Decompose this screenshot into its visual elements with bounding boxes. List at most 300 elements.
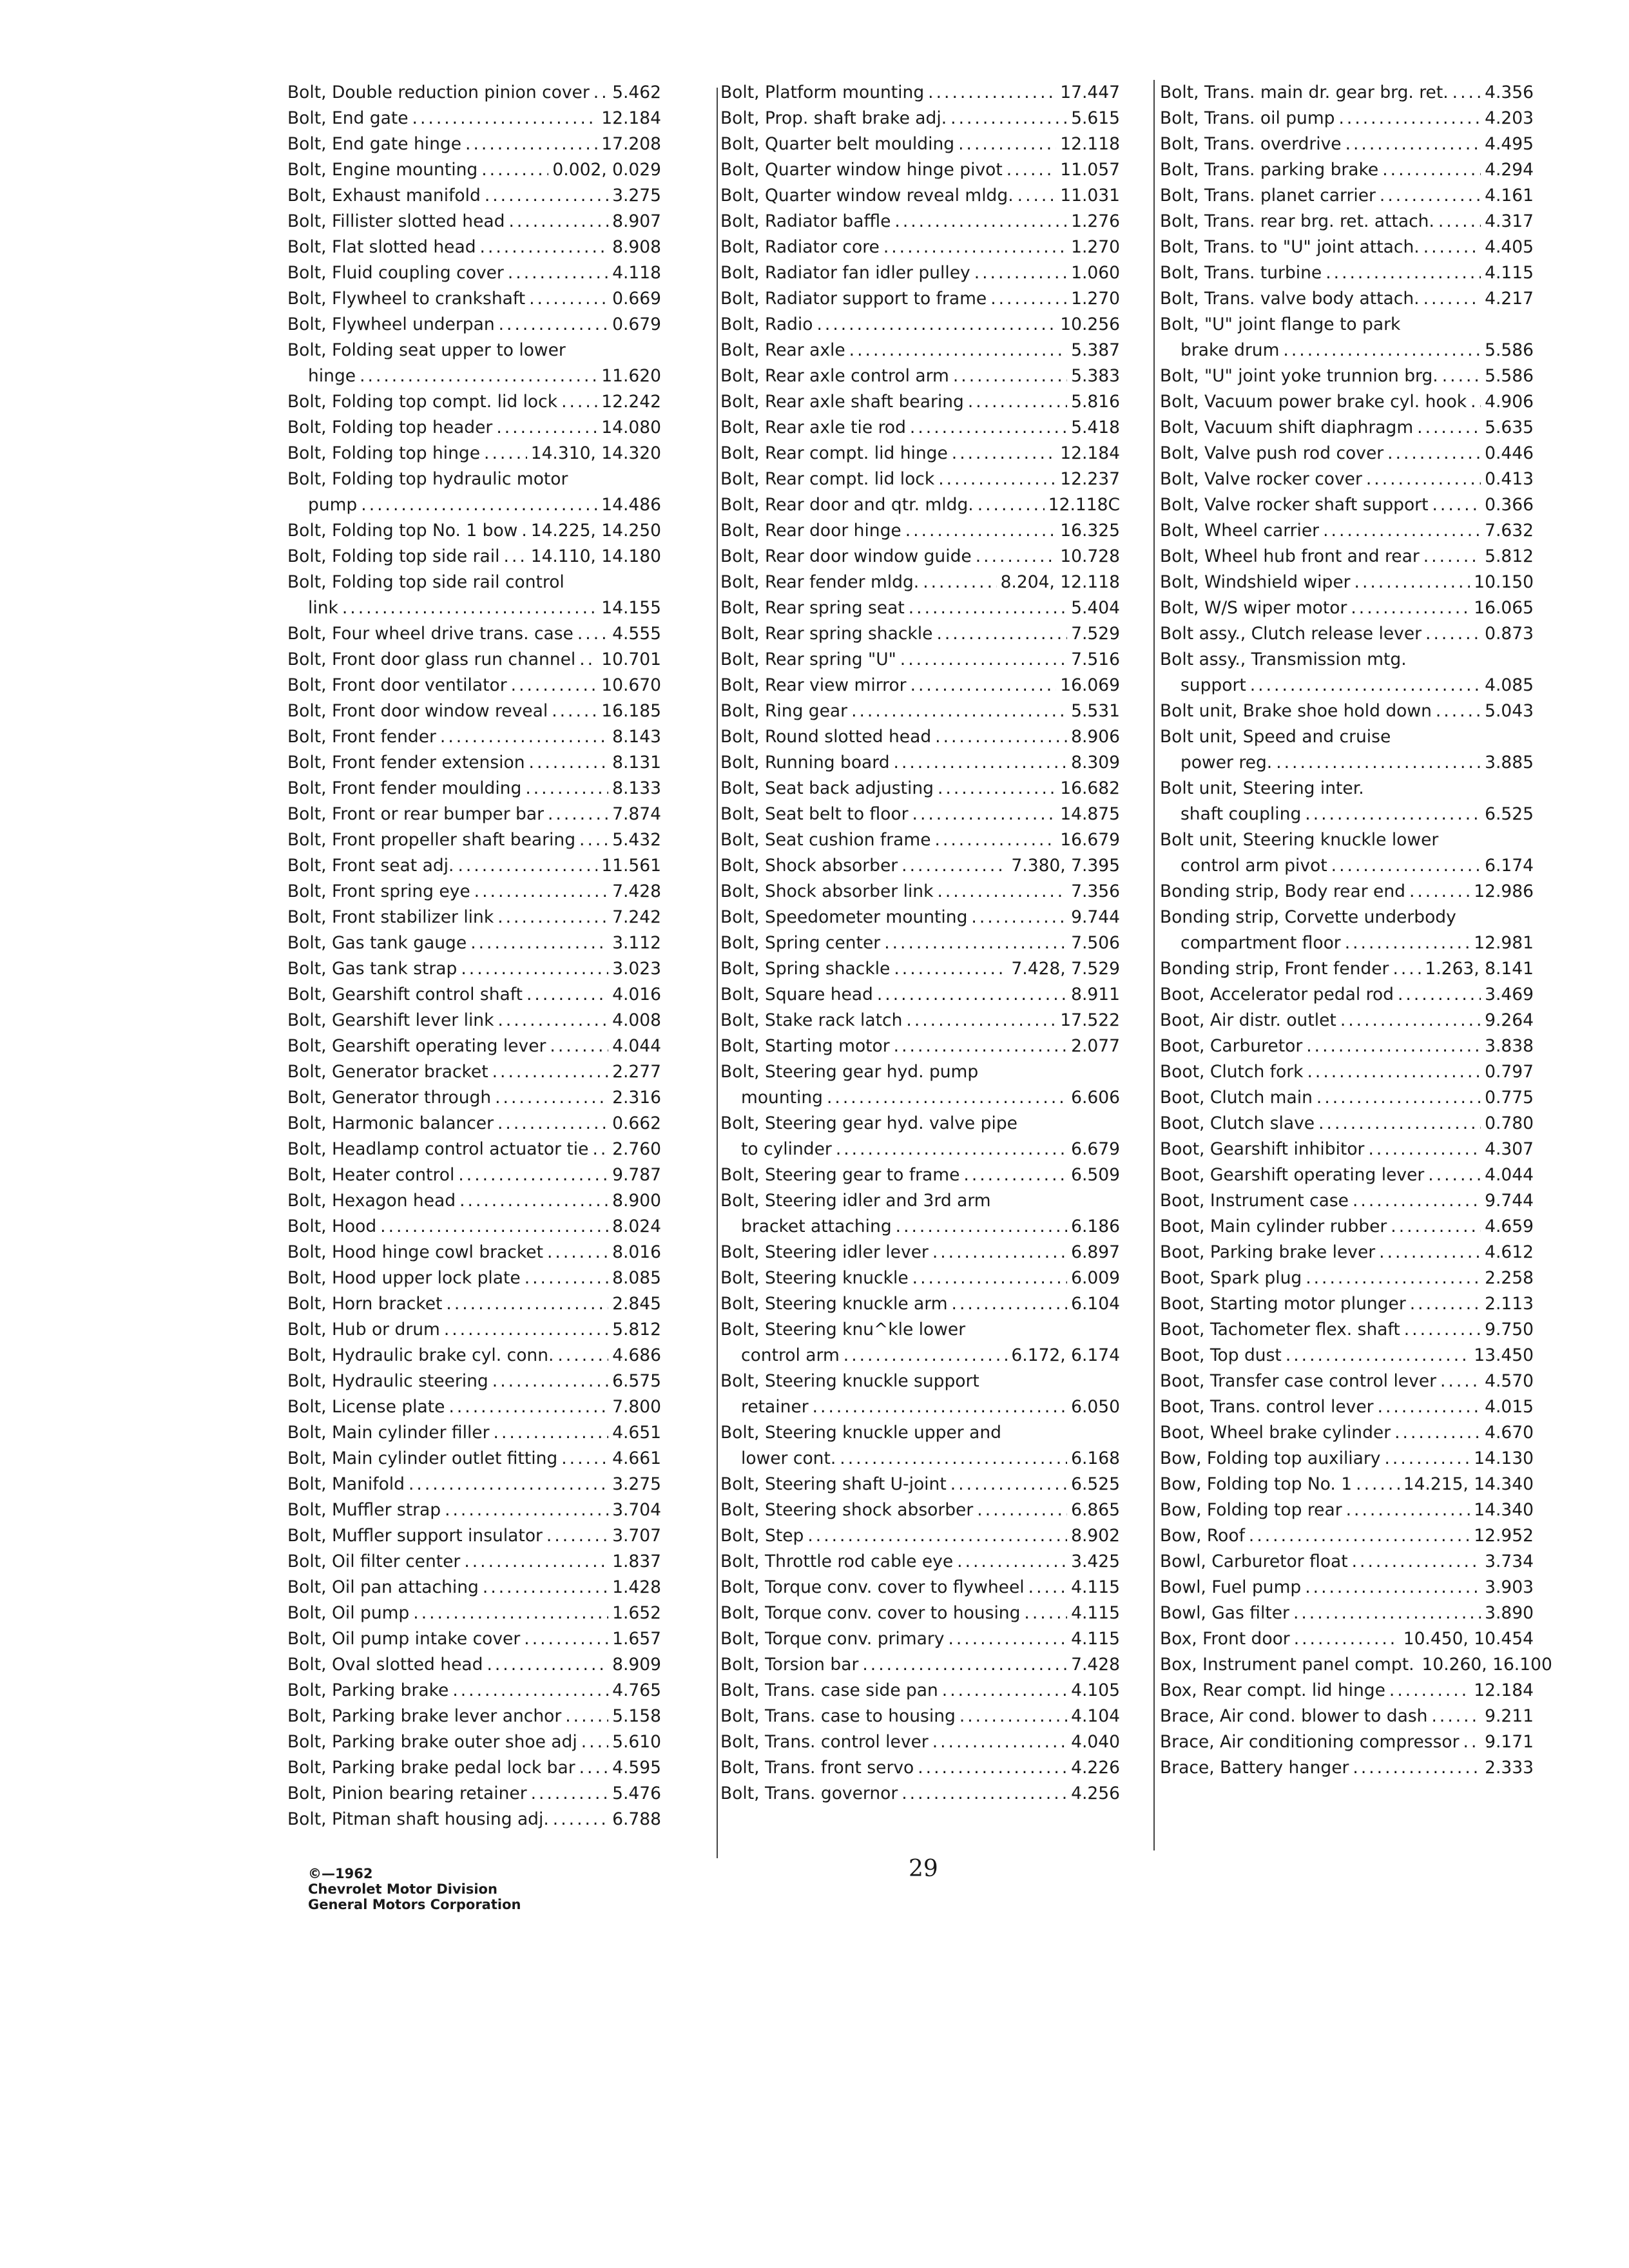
entry-page-ref: 9.171 xyxy=(1485,1732,1534,1752)
dot-leader xyxy=(1409,879,1470,905)
index-entry xyxy=(287,621,661,647)
index-entry xyxy=(287,1317,661,1343)
entry-term: Bolt, Folding top No. 1 bow xyxy=(287,521,518,541)
dot-leader xyxy=(579,647,597,673)
entry-page-ref: 17.208 xyxy=(601,134,661,154)
entry-page-ref: 6.788 xyxy=(612,1809,661,1829)
entry-page-ref: 1.652 xyxy=(612,1603,661,1623)
entry-page-ref: 14.080 xyxy=(601,418,661,437)
entry-page-ref: 6.865 xyxy=(1071,1500,1120,1520)
dot-leader xyxy=(1356,1472,1400,1497)
entry-term: Bolt, End gate hinge xyxy=(287,134,462,154)
entry-term: Bolt, Oval slotted head xyxy=(287,1655,483,1675)
index-entry xyxy=(720,673,1120,698)
index-entry xyxy=(1160,595,1534,621)
entry-term: Boot, Gearshift inhibitor xyxy=(1160,1139,1365,1159)
entry-term: Bolt, Steering gear hyd. pump xyxy=(720,1062,979,1082)
index-entry xyxy=(287,1807,661,1832)
entry-term: Boot, Clutch fork xyxy=(1160,1062,1304,1082)
index-entry xyxy=(1160,827,1534,879)
index-entry xyxy=(287,1059,661,1085)
index-entry xyxy=(1160,466,1534,492)
dot-leader xyxy=(448,1394,608,1420)
dot-leader xyxy=(942,1678,1067,1704)
index-entry xyxy=(720,544,1120,570)
entry-page-ref: 16.325 xyxy=(1060,521,1120,541)
entry-term: Bolt, Quarter window hinge pivot xyxy=(720,160,1003,180)
dot-leader xyxy=(894,956,1007,982)
entry-page-ref: 10.150 xyxy=(1474,572,1534,592)
entry-term: Bolt, Trans. main dr. gear brg. ret. xyxy=(1160,82,1449,102)
entry-page-ref: 6.009 xyxy=(1071,1268,1120,1288)
entry-page-ref: 7.380, 7.395 xyxy=(1011,856,1120,876)
entry-term-continued: pump xyxy=(308,495,358,515)
entry-term: Bolt, Starting motor xyxy=(720,1036,890,1056)
entry-term: Bolt, Trans. case to housing xyxy=(720,1706,956,1726)
entry-term: Bolt, Spring center xyxy=(720,933,881,953)
entry-term: Box, Instrument panel compt. xyxy=(1160,1655,1414,1675)
index-entry xyxy=(287,1291,661,1317)
entry-page-ref: 1.428 xyxy=(612,1577,661,1597)
entry-term: Bolt, Rear spring seat xyxy=(720,598,905,618)
entry-page-ref: 8.907 xyxy=(612,211,661,231)
dot-leader xyxy=(497,905,608,930)
dot-leader xyxy=(901,853,1007,879)
dot-leader xyxy=(971,905,1067,930)
entry-page-ref: 16.185 xyxy=(601,701,661,721)
entry-term: Bolt, Front stabilizer link xyxy=(287,907,494,927)
index-entry xyxy=(1160,698,1534,724)
dot-leader xyxy=(464,1549,608,1575)
dot-leader xyxy=(1438,209,1481,235)
entry-term: Bolt, Muffler support insulator xyxy=(287,1526,543,1546)
index-entry xyxy=(1160,982,1534,1008)
index-entry xyxy=(287,1781,661,1807)
index-entry xyxy=(1160,1755,1534,1781)
index-entry xyxy=(287,389,661,415)
entry-term: Bolt, Steering knu^kle lower xyxy=(720,1320,966,1340)
entry-term: Bolt, Steering knuckle support xyxy=(720,1371,979,1391)
dot-leader xyxy=(525,776,608,802)
index-entry xyxy=(720,982,1120,1008)
entry-term: Bolt, Radiator support to frame xyxy=(720,289,987,309)
index-entry xyxy=(720,776,1120,802)
dot-leader xyxy=(1352,1549,1481,1575)
entry-page-ref: 14.215, 14.340 xyxy=(1403,1474,1534,1494)
dot-leader xyxy=(1404,1317,1481,1343)
index-entry xyxy=(1160,1008,1534,1033)
dot-leader xyxy=(1028,1575,1067,1600)
dot-leader xyxy=(1379,1240,1481,1265)
dot-leader xyxy=(529,286,608,312)
entry-term: Bolt, Fillister slotted head xyxy=(287,211,505,231)
index-entry xyxy=(287,776,661,802)
entry-term: Bolt, Parking brake lever anchor xyxy=(287,1706,562,1726)
entry-term: Bolt, Front fender extension xyxy=(287,753,525,773)
entry-term: Bolt, Steering knuckle arm xyxy=(720,1294,948,1314)
dot-leader xyxy=(923,570,996,595)
entry-term: Bolt, Trans. rear brg. ret. attach. xyxy=(1160,211,1434,231)
index-entry xyxy=(720,1781,1120,1807)
entry-term: Bolt, Seat back adjusting xyxy=(720,778,934,798)
entry-term: Bolt, Throttle rod cable eye xyxy=(720,1552,954,1571)
entry-page-ref: 12.242 xyxy=(601,392,661,412)
entry-page-ref: 7.516 xyxy=(1071,649,1120,669)
dot-leader xyxy=(950,106,1067,131)
dot-leader xyxy=(495,1085,608,1111)
dot-leader xyxy=(894,209,1067,235)
dot-leader xyxy=(1307,1059,1481,1085)
dot-leader xyxy=(1470,389,1481,415)
index-entry xyxy=(287,1446,661,1472)
entry-page-ref: 4.115 xyxy=(1071,1603,1120,1623)
entry-page-ref: 3.023 xyxy=(612,959,661,979)
entry-term: Bolt, Hydraulic brake cyl. conn. xyxy=(287,1345,554,1365)
entry-term: Boot, Accelerator pedal rod xyxy=(1160,985,1394,1004)
index-entry xyxy=(720,1678,1120,1704)
index-entry xyxy=(720,209,1120,235)
entry-page-ref: 12.118C xyxy=(1048,495,1120,515)
dot-leader xyxy=(440,724,608,750)
entry-page-ref: 12.118 xyxy=(1060,134,1120,154)
entry-term: Bolt, Rear axle tie rod xyxy=(720,418,906,437)
entry-term: Bonding strip, Body rear end xyxy=(1160,881,1405,901)
entry-page-ref: 6.172, 6.174 xyxy=(1011,1345,1120,1365)
entry-page-ref: 5.462 xyxy=(612,82,661,102)
entry-term: Bolt, Oil pan attaching xyxy=(287,1577,479,1597)
index-entry xyxy=(1160,1446,1534,1472)
index-entry xyxy=(287,879,661,905)
index-entry xyxy=(287,1369,661,1394)
index-entry xyxy=(1160,1600,1534,1626)
index-entry xyxy=(720,157,1120,183)
entry-page-ref: 6.897 xyxy=(1071,1242,1120,1262)
dot-leader xyxy=(910,415,1067,441)
entry-page-ref: 6.679 xyxy=(1071,1139,1120,1159)
entry-page-ref: 5.043 xyxy=(1485,701,1534,721)
entry-page-ref: 3.469 xyxy=(1485,985,1534,1004)
index-entry xyxy=(1160,286,1534,312)
dot-leader xyxy=(950,1472,1067,1497)
dot-leader xyxy=(906,1008,1056,1033)
dot-leader xyxy=(1432,492,1481,518)
entry-term: Bolt, Radiator fan idler pulley xyxy=(720,263,970,283)
entry-page-ref: 3.734 xyxy=(1485,1552,1534,1571)
entry-page-ref: 4.044 xyxy=(1485,1165,1534,1185)
index-entry xyxy=(1160,1652,1552,1678)
index-entry xyxy=(720,1420,1120,1472)
index-entry xyxy=(1160,724,1534,776)
dot-leader xyxy=(529,750,609,776)
entry-term: Bolt, Quarter window reveal mldg. xyxy=(720,186,1014,206)
index-entry xyxy=(1160,363,1534,389)
index-entry xyxy=(287,802,661,827)
index-entry xyxy=(1160,905,1534,956)
entry-page-ref: 0.775 xyxy=(1485,1088,1534,1108)
entry-page-ref: 9.787 xyxy=(612,1165,661,1185)
entry-term: Boot, Carburetor xyxy=(1160,1036,1303,1056)
dot-leader xyxy=(504,544,527,570)
entry-term: Bolt, Prop. shaft brake adj. xyxy=(720,108,947,128)
entry-term: Bolt, Rear fender mldg. xyxy=(720,572,920,592)
entry-term: Bolt, Valve rocker cover xyxy=(1160,469,1362,489)
index-entry xyxy=(720,853,1120,879)
entry-term-continued: support xyxy=(1181,675,1246,695)
dot-leader xyxy=(1394,1420,1481,1446)
index-entry xyxy=(720,1575,1120,1600)
entry-page-ref: 8.906 xyxy=(1071,727,1120,747)
entry-page-ref: 16.682 xyxy=(1060,778,1120,798)
dot-leader xyxy=(1425,621,1481,647)
index-entry xyxy=(720,1188,1120,1240)
dot-leader xyxy=(1393,956,1421,982)
index-entry xyxy=(287,415,661,441)
dot-leader xyxy=(840,1446,1067,1472)
entry-term: Boot, Spark plug xyxy=(1160,1268,1302,1288)
entry-page-ref: 7.428, 7.529 xyxy=(1011,959,1120,979)
dot-leader xyxy=(360,363,597,389)
copyright-corporation: General Motors Corporation xyxy=(308,1897,521,1912)
dot-leader xyxy=(521,518,526,544)
index-entry xyxy=(287,544,661,570)
index-entry xyxy=(287,1111,661,1137)
index-entry xyxy=(287,338,661,389)
dot-leader xyxy=(412,106,598,131)
entry-term-continued: brake drum xyxy=(1181,340,1280,360)
entry-term: Bolt, Front door window reveal xyxy=(287,701,548,721)
entry-page-ref: 6.525 xyxy=(1485,804,1534,824)
entry-page-ref: 7.529 xyxy=(1071,624,1120,644)
entry-page-ref: 7.428 xyxy=(1071,1655,1120,1675)
index-entry xyxy=(720,1265,1120,1291)
dot-leader xyxy=(1398,982,1481,1008)
dot-leader xyxy=(1293,1600,1481,1626)
entry-term: Bolt, Front spring eye xyxy=(287,881,470,901)
index-entry xyxy=(720,441,1120,466)
entry-page-ref: 7.506 xyxy=(1071,933,1120,953)
entry-term: Bolt, Rear spring shackle xyxy=(720,624,933,644)
entry-page-ref: 12.952 xyxy=(1474,1526,1534,1546)
entry-page-ref: 8.016 xyxy=(612,1242,661,1262)
dot-leader xyxy=(1318,1111,1481,1137)
index-entry xyxy=(1160,1420,1534,1446)
index-entry xyxy=(1160,956,1534,982)
entry-continuation xyxy=(720,1214,1120,1240)
entry-term: Bolt, Generator bracket xyxy=(287,1062,488,1082)
entry-page-ref: 2.333 xyxy=(1485,1758,1534,1778)
entry-term: Bolt, Front fender moulding xyxy=(287,778,522,798)
entry-page-ref: 4.040 xyxy=(1071,1732,1120,1752)
index-entry xyxy=(287,827,661,853)
entry-page-ref: 17.447 xyxy=(1060,82,1120,102)
index-entry xyxy=(720,724,1120,750)
entry-term: Bolt, Folding top side rail xyxy=(287,546,500,566)
entry-page-ref: 7.242 xyxy=(612,907,661,927)
entry-term: Boot, Gearshift operating lever xyxy=(1160,1165,1425,1185)
entry-page-ref: 9.264 xyxy=(1485,1010,1534,1030)
dot-leader xyxy=(1452,80,1481,106)
dot-leader xyxy=(1423,235,1481,260)
entry-page-ref: 12.184 xyxy=(601,108,661,128)
entry-term: Bolt, Rear compt. lid hinge xyxy=(720,443,948,463)
dot-leader xyxy=(894,750,1068,776)
index-entry xyxy=(720,827,1120,853)
index-entry xyxy=(287,1755,661,1781)
index-entry xyxy=(287,1240,661,1265)
entry-term: Boot, Instrument case xyxy=(1160,1191,1349,1211)
entry-page-ref: 12.986 xyxy=(1474,881,1534,901)
dot-leader xyxy=(579,1755,609,1781)
index-entry xyxy=(720,518,1120,544)
entry-page-ref: 4.105 xyxy=(1071,1680,1120,1700)
dot-leader xyxy=(526,982,608,1008)
entry-term: Bolt, Hood xyxy=(287,1216,377,1236)
entry-term: Bolt, Flywheel to crankshaft xyxy=(287,289,526,309)
entry-page-ref: 3.838 xyxy=(1485,1036,1534,1056)
entry-page-ref: 5.432 xyxy=(612,830,661,850)
entry-page-ref: 3.707 xyxy=(612,1526,661,1546)
dot-leader xyxy=(1391,1214,1481,1240)
entry-page-ref: 4.294 xyxy=(1485,160,1534,180)
dot-leader xyxy=(480,235,609,260)
entry-term: Bolt, Platform mounting xyxy=(720,82,925,102)
index-entry xyxy=(1160,492,1534,518)
dot-leader xyxy=(1345,131,1481,157)
entry-continuation xyxy=(287,363,661,389)
entry-page-ref: 0.780 xyxy=(1485,1113,1534,1133)
index-entry xyxy=(720,338,1120,363)
entry-page-ref: 16.065 xyxy=(1474,598,1534,618)
index-entry xyxy=(720,1497,1120,1523)
dot-leader xyxy=(550,1033,608,1059)
entry-term: Bolt, Rear axle shaft bearing xyxy=(720,392,964,412)
index-entry xyxy=(720,1008,1120,1033)
index-entry xyxy=(287,1497,661,1523)
entry-term: Bolt, Step xyxy=(720,1526,804,1546)
index-entry xyxy=(1160,1188,1534,1214)
entry-term: Bolt assy., Clutch release lever xyxy=(1160,624,1422,644)
index-entry xyxy=(720,1033,1120,1059)
index-entry xyxy=(287,106,661,131)
dot-leader xyxy=(851,698,1067,724)
entry-term: Bolt, Hydraulic steering xyxy=(287,1371,488,1391)
entry-page-ref: 0.669 xyxy=(612,289,661,309)
entry-term: Bolt, Manifold xyxy=(287,1474,405,1494)
entry-page-ref: 6.104 xyxy=(1071,1294,1120,1314)
dot-leader xyxy=(524,1626,608,1652)
entry-term-continued: power reg. xyxy=(1181,753,1273,773)
entry-page-ref: 8.131 xyxy=(612,753,661,773)
entry-page-ref: 4.906 xyxy=(1485,392,1534,412)
entry-page-ref: 4.008 xyxy=(612,1010,661,1030)
dot-leader xyxy=(827,1085,1067,1111)
entry-page-ref: 5.531 xyxy=(1071,701,1120,721)
index-entry xyxy=(720,260,1120,286)
entry-page-ref: 5.404 xyxy=(1071,598,1120,618)
dot-leader xyxy=(894,1033,1067,1059)
index-entry xyxy=(287,1575,661,1600)
entry-term: Bolt, Torque conv. primary xyxy=(720,1629,945,1649)
index-entry xyxy=(720,131,1120,157)
entry-term: Bolt assy., Transmission mtg. xyxy=(1160,649,1407,669)
entry-page-ref: 9.750 xyxy=(1485,1320,1534,1340)
index-entry xyxy=(287,1626,661,1652)
index-entry xyxy=(720,1600,1120,1626)
dot-leader xyxy=(547,1240,608,1265)
entry-page-ref: 6.168 xyxy=(1071,1448,1120,1468)
index-entry xyxy=(720,1652,1120,1678)
entry-term: Bolt, Generator through xyxy=(287,1088,492,1108)
dot-leader xyxy=(444,1317,608,1343)
index-entry xyxy=(720,750,1120,776)
dot-leader xyxy=(1316,1085,1481,1111)
entry-page-ref: 6.525 xyxy=(1071,1474,1120,1494)
index-entry xyxy=(287,441,661,466)
index-entry xyxy=(287,312,661,338)
index-entry xyxy=(720,466,1120,492)
entry-term: Bolt, Torque conv. cover to housing xyxy=(720,1603,1021,1623)
dot-leader xyxy=(1017,183,1057,209)
entry-page-ref: 5.158 xyxy=(612,1706,661,1726)
index-entry xyxy=(720,1472,1120,1497)
entry-continuation xyxy=(720,1137,1120,1162)
index-entry xyxy=(1160,1343,1534,1369)
index-entry xyxy=(720,80,1120,106)
entry-term: Brace, Battery hanger xyxy=(1160,1758,1349,1778)
entry-page-ref: 5.615 xyxy=(1071,108,1120,128)
dot-leader xyxy=(1440,1369,1481,1394)
entry-term-continued: mounting xyxy=(741,1088,823,1108)
index-entry xyxy=(1160,106,1534,131)
index-entry xyxy=(1160,1549,1534,1575)
entry-page-ref: 8.908 xyxy=(612,237,661,257)
entry-page-ref: 4.555 xyxy=(612,624,661,644)
entry-term: Bolt, Rear spring "U" xyxy=(720,649,896,669)
index-entry xyxy=(1160,1497,1534,1523)
entry-page-ref: 9.744 xyxy=(1485,1191,1534,1211)
dot-leader xyxy=(911,673,1057,698)
index-entry xyxy=(720,879,1120,905)
dot-leader xyxy=(581,1729,608,1755)
dot-leader xyxy=(413,1600,608,1626)
index-entry xyxy=(720,1240,1120,1265)
entry-term: Bolt, Rear door and qtr. mldg. xyxy=(720,495,974,515)
dot-leader xyxy=(1346,1497,1470,1523)
entry-term: Bolt, Steering gear to frame xyxy=(720,1165,960,1185)
index-entry xyxy=(1160,389,1534,415)
entry-continuation xyxy=(720,1446,1120,1472)
dot-leader xyxy=(497,1008,608,1033)
entry-term: Bolt, Gas tank gauge xyxy=(287,933,467,953)
dot-leader xyxy=(546,1523,608,1549)
index-entry xyxy=(1160,1291,1534,1317)
entry-term: Bolt, Valve rocker shaft support xyxy=(1160,495,1429,515)
entry-term: Bolt, Rear view mirror xyxy=(720,675,907,695)
entry-term: Boot, Main cylinder rubber xyxy=(1160,1216,1387,1236)
index-entry xyxy=(287,518,661,544)
entry-term: Bowl, Carburetor float xyxy=(1160,1552,1348,1571)
entry-term: Brace, Air conditioning compressor xyxy=(1160,1732,1460,1752)
entry-term: Bolt, Gas tank strap xyxy=(287,959,458,979)
dot-leader xyxy=(978,492,1045,518)
index-entry xyxy=(287,1265,661,1291)
dot-leader xyxy=(1024,1600,1067,1626)
entry-page-ref: 3.275 xyxy=(612,1474,661,1494)
index-entry xyxy=(287,1652,661,1678)
index-entry xyxy=(1160,1704,1534,1729)
entry-term: Bolt, Steering knuckle upper and xyxy=(720,1423,1001,1443)
index-entry xyxy=(1160,1523,1534,1549)
